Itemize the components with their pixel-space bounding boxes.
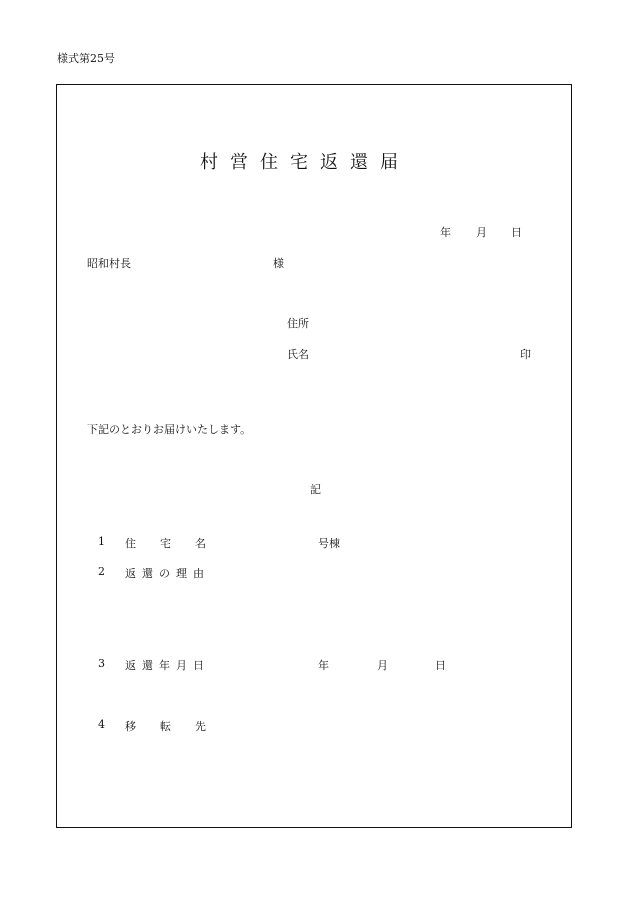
item-3-label: 返還年月日 bbox=[125, 659, 210, 672]
item-1-suffix: 号棟 bbox=[318, 537, 340, 550]
date-day-label: 日 bbox=[511, 226, 522, 239]
seal-mark: 印 bbox=[520, 348, 531, 361]
item-3-year: 年 bbox=[318, 659, 329, 672]
addressee-name: 昭和村長 bbox=[87, 257, 131, 270]
form-number: 様式第25号 bbox=[57, 52, 115, 65]
item-4-label: 移転先 bbox=[125, 720, 230, 733]
form-frame bbox=[56, 84, 572, 828]
name-label: 氏名 bbox=[287, 348, 309, 361]
address-label: 住所 bbox=[287, 317, 309, 330]
date-month-label: 月 bbox=[476, 226, 487, 239]
statement-text: 下記のとおりお届けいたします。 bbox=[87, 423, 252, 436]
ki-heading: 記 bbox=[310, 483, 321, 496]
item-3-month: 月 bbox=[377, 659, 388, 672]
item-4-number: 4 bbox=[98, 718, 105, 731]
item-3-day: 日 bbox=[435, 659, 446, 672]
addressee-honorific: 様 bbox=[273, 257, 284, 270]
form-title: 村営住宅返還届 bbox=[200, 152, 410, 173]
item-3-number: 3 bbox=[98, 657, 105, 670]
item-2-number: 2 bbox=[98, 565, 105, 578]
item-1-label: 住宅名 bbox=[125, 537, 230, 550]
date-year-label: 年 bbox=[440, 226, 451, 239]
item-1-number: 1 bbox=[98, 535, 105, 548]
item-2-label: 返還の理由 bbox=[125, 567, 210, 580]
